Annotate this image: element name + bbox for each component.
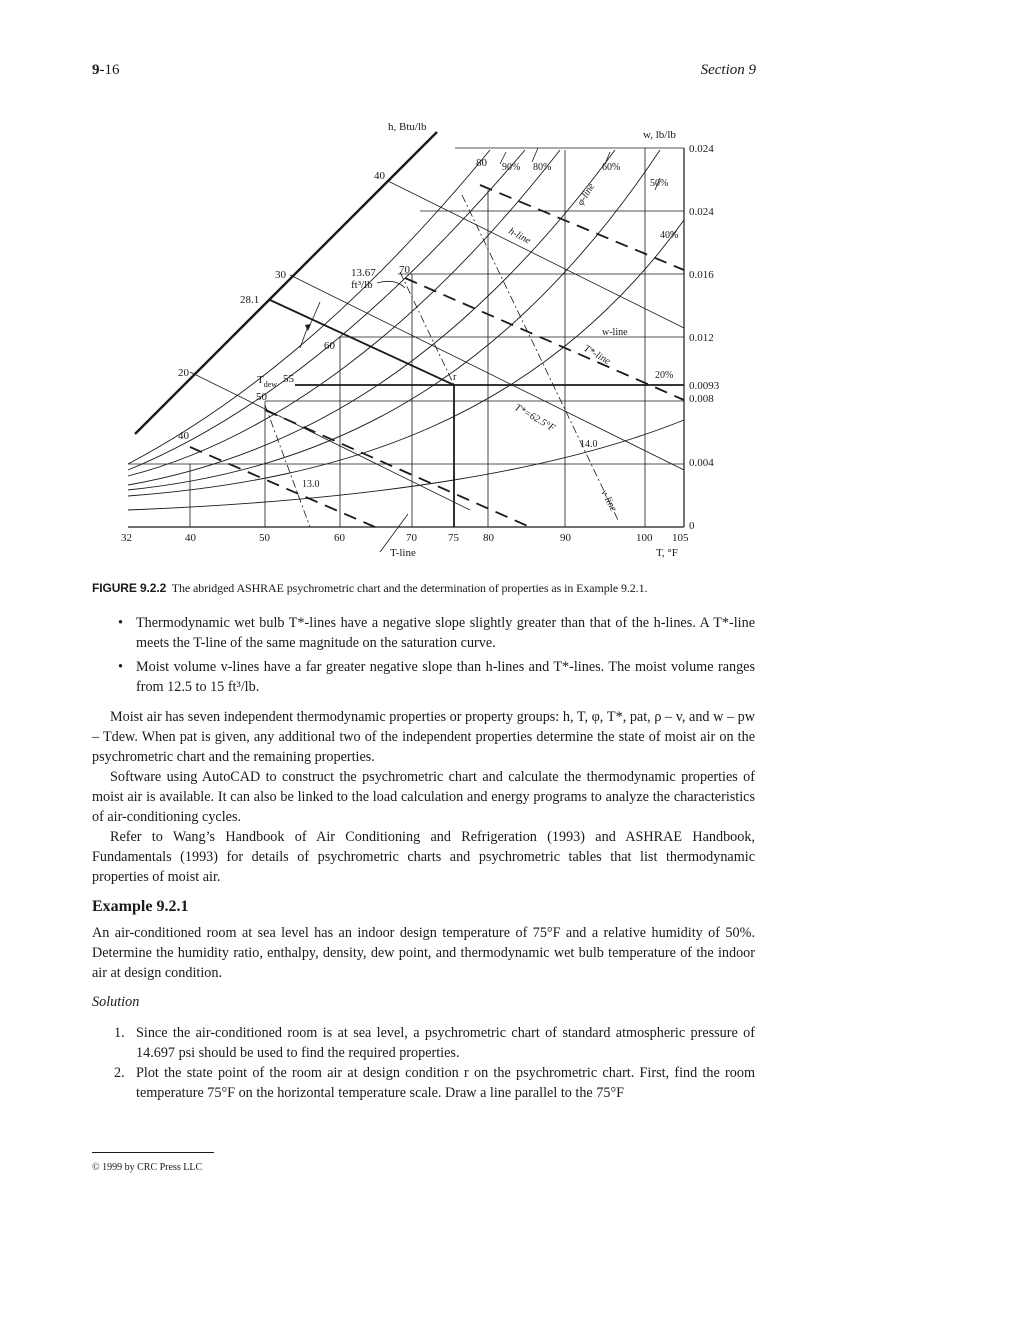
h-tick-28-1: 28.1 [240, 294, 260, 306]
h-lines [190, 181, 684, 510]
x-tick-75: 75 [448, 532, 459, 544]
w-tick-6: 0.004 [689, 457, 714, 469]
v-line-label: v-line [598, 488, 619, 514]
w-lines [128, 148, 684, 464]
w-tick-2: 0.016 [689, 269, 714, 281]
h-line-label: h-line [506, 225, 533, 247]
bullet-item: • Thermodynamic wet bulb T*-lines have a negative slope slightly greater than that of the h-lines. A T*-line meets the T-line of the same magnitude on the saturation curve. [118, 615, 755, 651]
x-tick-100: 100 [636, 532, 653, 544]
bullet-item: • Moist volume v-lines have a far greater negative slope than h-lines and T*-lines. The moist volume ranges from 12.5 to 15 ft³/lb. [118, 659, 755, 695]
paragraph: Refer to Wang’s Handbook of Air Conditioning and Refrigeration (1993) and ASHRAE Handbook, Fundamentals (1993) for details of psychrometric charts and psychrometric tables that list thermodynamic properties of moist air. [92, 829, 755, 885]
phi-line-label: φ-line [575, 181, 598, 208]
sat-60: 60 [324, 340, 335, 352]
h-axis-label: h, Btu/lb [388, 121, 427, 133]
tstar-line-label: T*-line [581, 343, 613, 368]
section-header: Section 9 [700, 62, 756, 78]
v-13-label: 13.0 [302, 479, 320, 490]
copyright-footer: © 1999 by CRC Press LLC [92, 1162, 203, 1173]
x-tick-60: 60 [334, 532, 345, 544]
x-tick-32: 32 [121, 532, 132, 544]
state-point-r: r [453, 372, 457, 383]
example-text: An air-conditioned room at sea level has an indoor design temperature of 75°F and a relative humidity of 50%. Determine the humidity ratio, enthalpy, density, dew point, and thermodynamic wet bulb temperature of the indoor air at design condition. [92, 925, 755, 981]
example-title: Example 9.2.1 [92, 898, 189, 915]
rh-60: 60% [602, 162, 621, 173]
solution-label: Solution [92, 994, 140, 1010]
h-tick-20: 20 [178, 367, 189, 379]
w-line-label: w-line [602, 327, 628, 338]
t-lines [190, 148, 645, 527]
w-tick-3: 0.012 [689, 332, 714, 344]
rh-20: 20% [655, 370, 674, 381]
h-scale-line [135, 132, 437, 434]
h-tick-30: 30 [275, 269, 286, 281]
x-tick-80: 80 [483, 532, 494, 544]
footnote-rule [92, 1152, 214, 1153]
figure-caption: FIGURE 9.2.2 The abridged ASHRAE psychrometric chart and the determination of properties as in Example 9.2.1. [92, 581, 648, 595]
sat-80: 80 [476, 157, 487, 169]
paragraph: Moist air has seven independent thermodynamic properties or property groups: h, T, φ, T*, pat, ρ – v, and w – pw – Tdew. When pat is given, any additional two of the independent properties determine the state of moist air on the psychrometric chart and the remaining properties. [92, 709, 755, 765]
rh-40: 40% [660, 230, 679, 241]
x-tick-50: 50 [259, 532, 270, 544]
psychrometric-chart [0, 0, 1024, 580]
h-tick-40: 40 [374, 170, 385, 182]
x-tick-90: 90 [560, 532, 571, 544]
x-tick-40: 40 [185, 532, 196, 544]
w-axis-label: w, lb/lb [643, 129, 676, 141]
t-line-label: T-line [390, 547, 416, 559]
tdew-label: $T_{dew}$ [257, 374, 278, 389]
w-tick-7: 0 [689, 520, 695, 532]
rh-50: 50% [650, 178, 669, 189]
tstar-value-label: T*=62.5°F [512, 402, 557, 435]
rh-90: 90% [502, 162, 521, 173]
t-axis-label: T, °F [656, 547, 678, 559]
v-14-label: 14.0 [580, 439, 598, 450]
sat-50: 50 [256, 391, 267, 403]
w-tick-5: 0.008 [689, 393, 714, 405]
w-tick-1: 0.024 [689, 206, 714, 218]
rh-80: 80% [533, 162, 552, 173]
sat-40: 40 [178, 430, 189, 442]
page-number: 9-16 [92, 62, 120, 78]
volume-unit: ft³/lb [351, 279, 373, 291]
volume-value: 13.67 [351, 267, 376, 279]
w-tick-4: 0.0093 [689, 380, 720, 392]
sat-70: 70 [399, 264, 410, 276]
solution-step: 2. Plot the state point of the room air at design condition r on the psychrometric chart. First, find the room temperature 75°F on the horizontal temperature scale. Draw a line parallel to the 75°F [114, 1065, 755, 1101]
w-tick-0: 0.024 [689, 143, 714, 155]
sat-55: 55 [283, 373, 294, 385]
x-tick-70: 70 [406, 532, 417, 544]
x-tick-105: 105 [672, 532, 689, 544]
solution-step: 1. Since the air-conditioned room is at sea level, a psychrometric chart of standard atmospheric pressure of 14.697 psi should be used to find the required properties. [114, 1025, 755, 1061]
paragraph: Software using AutoCAD to construct the psychrometric chart and calculate the thermodynamic properties of moist air is available. It can also be linked to the load calculation and energy programs to analyze the characteristics of air-conditioning cycles. [92, 769, 755, 825]
